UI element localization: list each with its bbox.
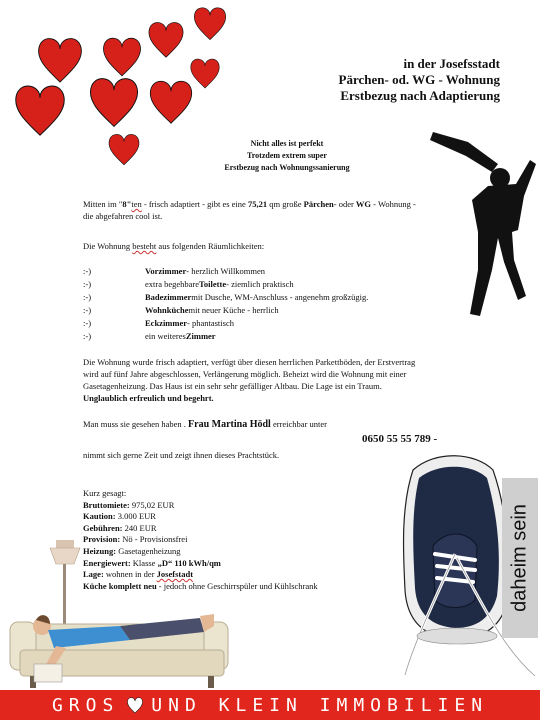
intro-text: - Wohnung -: [371, 199, 416, 209]
list-item: [83, 265, 368, 278]
heart-icon: [39, 39, 82, 82]
rooms-intro-text: Die Wohnung: [83, 241, 133, 251]
room-prefix: extra begehbare: [145, 279, 200, 289]
summary-value: - jedoch ohne Geschirrspüler und Kühlschrank: [156, 580, 318, 591]
room-desc: - herzlich Willkommen: [186, 266, 266, 276]
contact-line-2: nimmt sich gerne Zeit und zeigt ihnen dieses Prachtstück.: [83, 450, 280, 460]
side-label-text: daheim sein: [508, 504, 531, 612]
summary-item: [83, 511, 318, 523]
intro-text-underlined: ten: [131, 199, 142, 209]
summary-value-bold: Josefstadt: [156, 569, 194, 580]
summary-value-bold: „D“ 110 kWh/qm: [157, 557, 221, 568]
list-item: [83, 317, 368, 330]
summary-label: Küche komplett neu: [83, 580, 157, 591]
summary-label: Bruttomiete:: [83, 499, 130, 510]
room-name: Zimmer: [185, 331, 216, 341]
room-prefix: ein weiteres: [145, 331, 186, 341]
summary-item: [83, 581, 318, 593]
description-line: Gasetagenheizung. Das Haus ist ein sehr sehr gefälliger Altbau. Die Lage ist ein Traum.: [83, 381, 382, 391]
heart-icon: [121, 696, 149, 714]
list-marker: :-): [83, 318, 92, 328]
brand-part-left: GROS: [51, 694, 120, 716]
list-marker: :-): [83, 331, 92, 341]
summary-value: Gasetagenheizung: [116, 545, 181, 556]
heart-icon: [194, 8, 225, 40]
rooms-intro-text: aus folgenden Räumlichkeiten:: [156, 241, 265, 251]
footer-brand: [0, 694, 540, 716]
description-line: wird auf fünf Jahre abgeschlossen, Verlängerung möglich. Beheizt wird die Wohnung mit einer: [83, 369, 407, 379]
headline-type: Pärchen- od. WG - Wohnung: [338, 72, 500, 87]
summary-label: Gebühren:: [83, 522, 123, 533]
summary-label: Heizung:: [83, 545, 117, 556]
room-desc: - phantastisch: [187, 318, 234, 328]
summary-label: Provision:: [83, 534, 121, 545]
list-item: [83, 291, 368, 304]
description-line: Die Wohnung wurde frisch adaptiert, verfügt über diesen herrlichen Parkettböden, der Erstvertrag: [83, 357, 416, 367]
summary-item: [83, 523, 318, 535]
heart-icon: [90, 79, 137, 127]
list-marker: :-): [83, 305, 92, 315]
room-name: Wohnküche: [145, 305, 189, 315]
heart-icon: [103, 38, 140, 76]
summary-item: [83, 500, 318, 512]
room-name: Vorzimmer: [145, 266, 187, 276]
summary-item: [83, 534, 318, 546]
contact-line: [83, 418, 327, 431]
room-desc: mit Dusche, WM-Anschluss - angenehm großzügig.: [191, 292, 369, 302]
intro-text-bold: WG: [355, 199, 372, 209]
summary-value: 240 EUR: [122, 522, 157, 533]
headline: [339, 56, 500, 104]
intro-text: qm große: [267, 199, 304, 209]
description-highlight: Unglaublich erfreulich und begehrt.: [83, 393, 214, 403]
list-item: [83, 330, 368, 343]
subheadline: [212, 138, 362, 174]
summary-value: 975,02 EUR: [129, 499, 175, 510]
intro-text: Mitten im ": [83, 199, 123, 209]
rooms-intro-underlined: besteht: [132, 241, 157, 251]
summary-title: Kurz gesagt:: [83, 488, 127, 498]
rooms-intro: [83, 240, 264, 252]
room-name: Toilette: [199, 279, 227, 289]
intro-paragraph-line2: die abgefahren cool ist.: [83, 211, 163, 221]
contact-text: erreichbar unter: [270, 419, 327, 429]
room-name: Badezimmer: [145, 292, 192, 302]
heart-icon: [150, 81, 191, 123]
description-paragraph: [83, 356, 415, 404]
intro-area: 75,21: [247, 199, 268, 209]
list-marker: :-): [83, 292, 92, 302]
list-marker: :-): [83, 266, 92, 276]
summary-item: [83, 546, 318, 558]
heart-icon: [109, 134, 139, 164]
summary-item: [83, 558, 318, 570]
room-name: Eckzimmer: [145, 318, 188, 328]
intro-text-bold: ": [126, 199, 132, 209]
summary-value: Klasse: [130, 557, 158, 568]
rooms-list: [83, 265, 368, 343]
list-item: [83, 304, 368, 317]
heart-icon: [191, 59, 220, 88]
subheadline-line: Trotzdem extrem super: [247, 151, 327, 160]
contact-name: Frau Martina Hödl: [188, 419, 271, 430]
intro-text-bold: Pärchen: [303, 199, 334, 209]
summary-value: 3.000 EUR: [115, 511, 156, 522]
headline-condition: Erstbezug nach Adaptierung: [340, 88, 500, 103]
summary-value: Nö - Provisionsfrei: [120, 534, 188, 545]
summary-label: Energiewert:: [83, 557, 131, 568]
summary-item: [83, 569, 318, 581]
summary-label: Kaution:: [83, 511, 116, 522]
room-desc: mit neuer Küche - herrlich: [188, 305, 279, 315]
brand-part-right: UND KLEIN IMMOBILIEN: [151, 694, 489, 716]
room-desc: - ziemlich praktisch: [226, 279, 294, 289]
summary-value: wohnen in der: [103, 569, 157, 580]
heart-icon: [16, 86, 64, 135]
intro-text-bold: 8: [122, 199, 127, 209]
dancer-silhouette: [428, 120, 540, 320]
summary-label: Lage:: [83, 569, 104, 580]
subheadline-line: Erstbezug nach Wohnungssanierung: [224, 163, 350, 172]
contact-text: Man muss sie gesehen haben .: [83, 419, 189, 429]
subheadline-line: Nicht alles ist perfekt: [250, 139, 324, 148]
headline-location: in der Josefsstadt: [403, 56, 500, 71]
side-label: [502, 478, 538, 638]
intro-text: - oder: [333, 199, 356, 209]
list-item: [83, 278, 368, 291]
contact-phone[interactable]: 0650 55 55 789 -: [362, 433, 438, 445]
summary-block: [83, 488, 318, 592]
intro-text: - frisch adaptiert - gibt es eine: [141, 199, 248, 209]
heart-icon: [149, 22, 183, 57]
list-marker: :-): [83, 279, 92, 289]
footer-banner: [0, 690, 540, 720]
intro-paragraph: [83, 198, 416, 210]
